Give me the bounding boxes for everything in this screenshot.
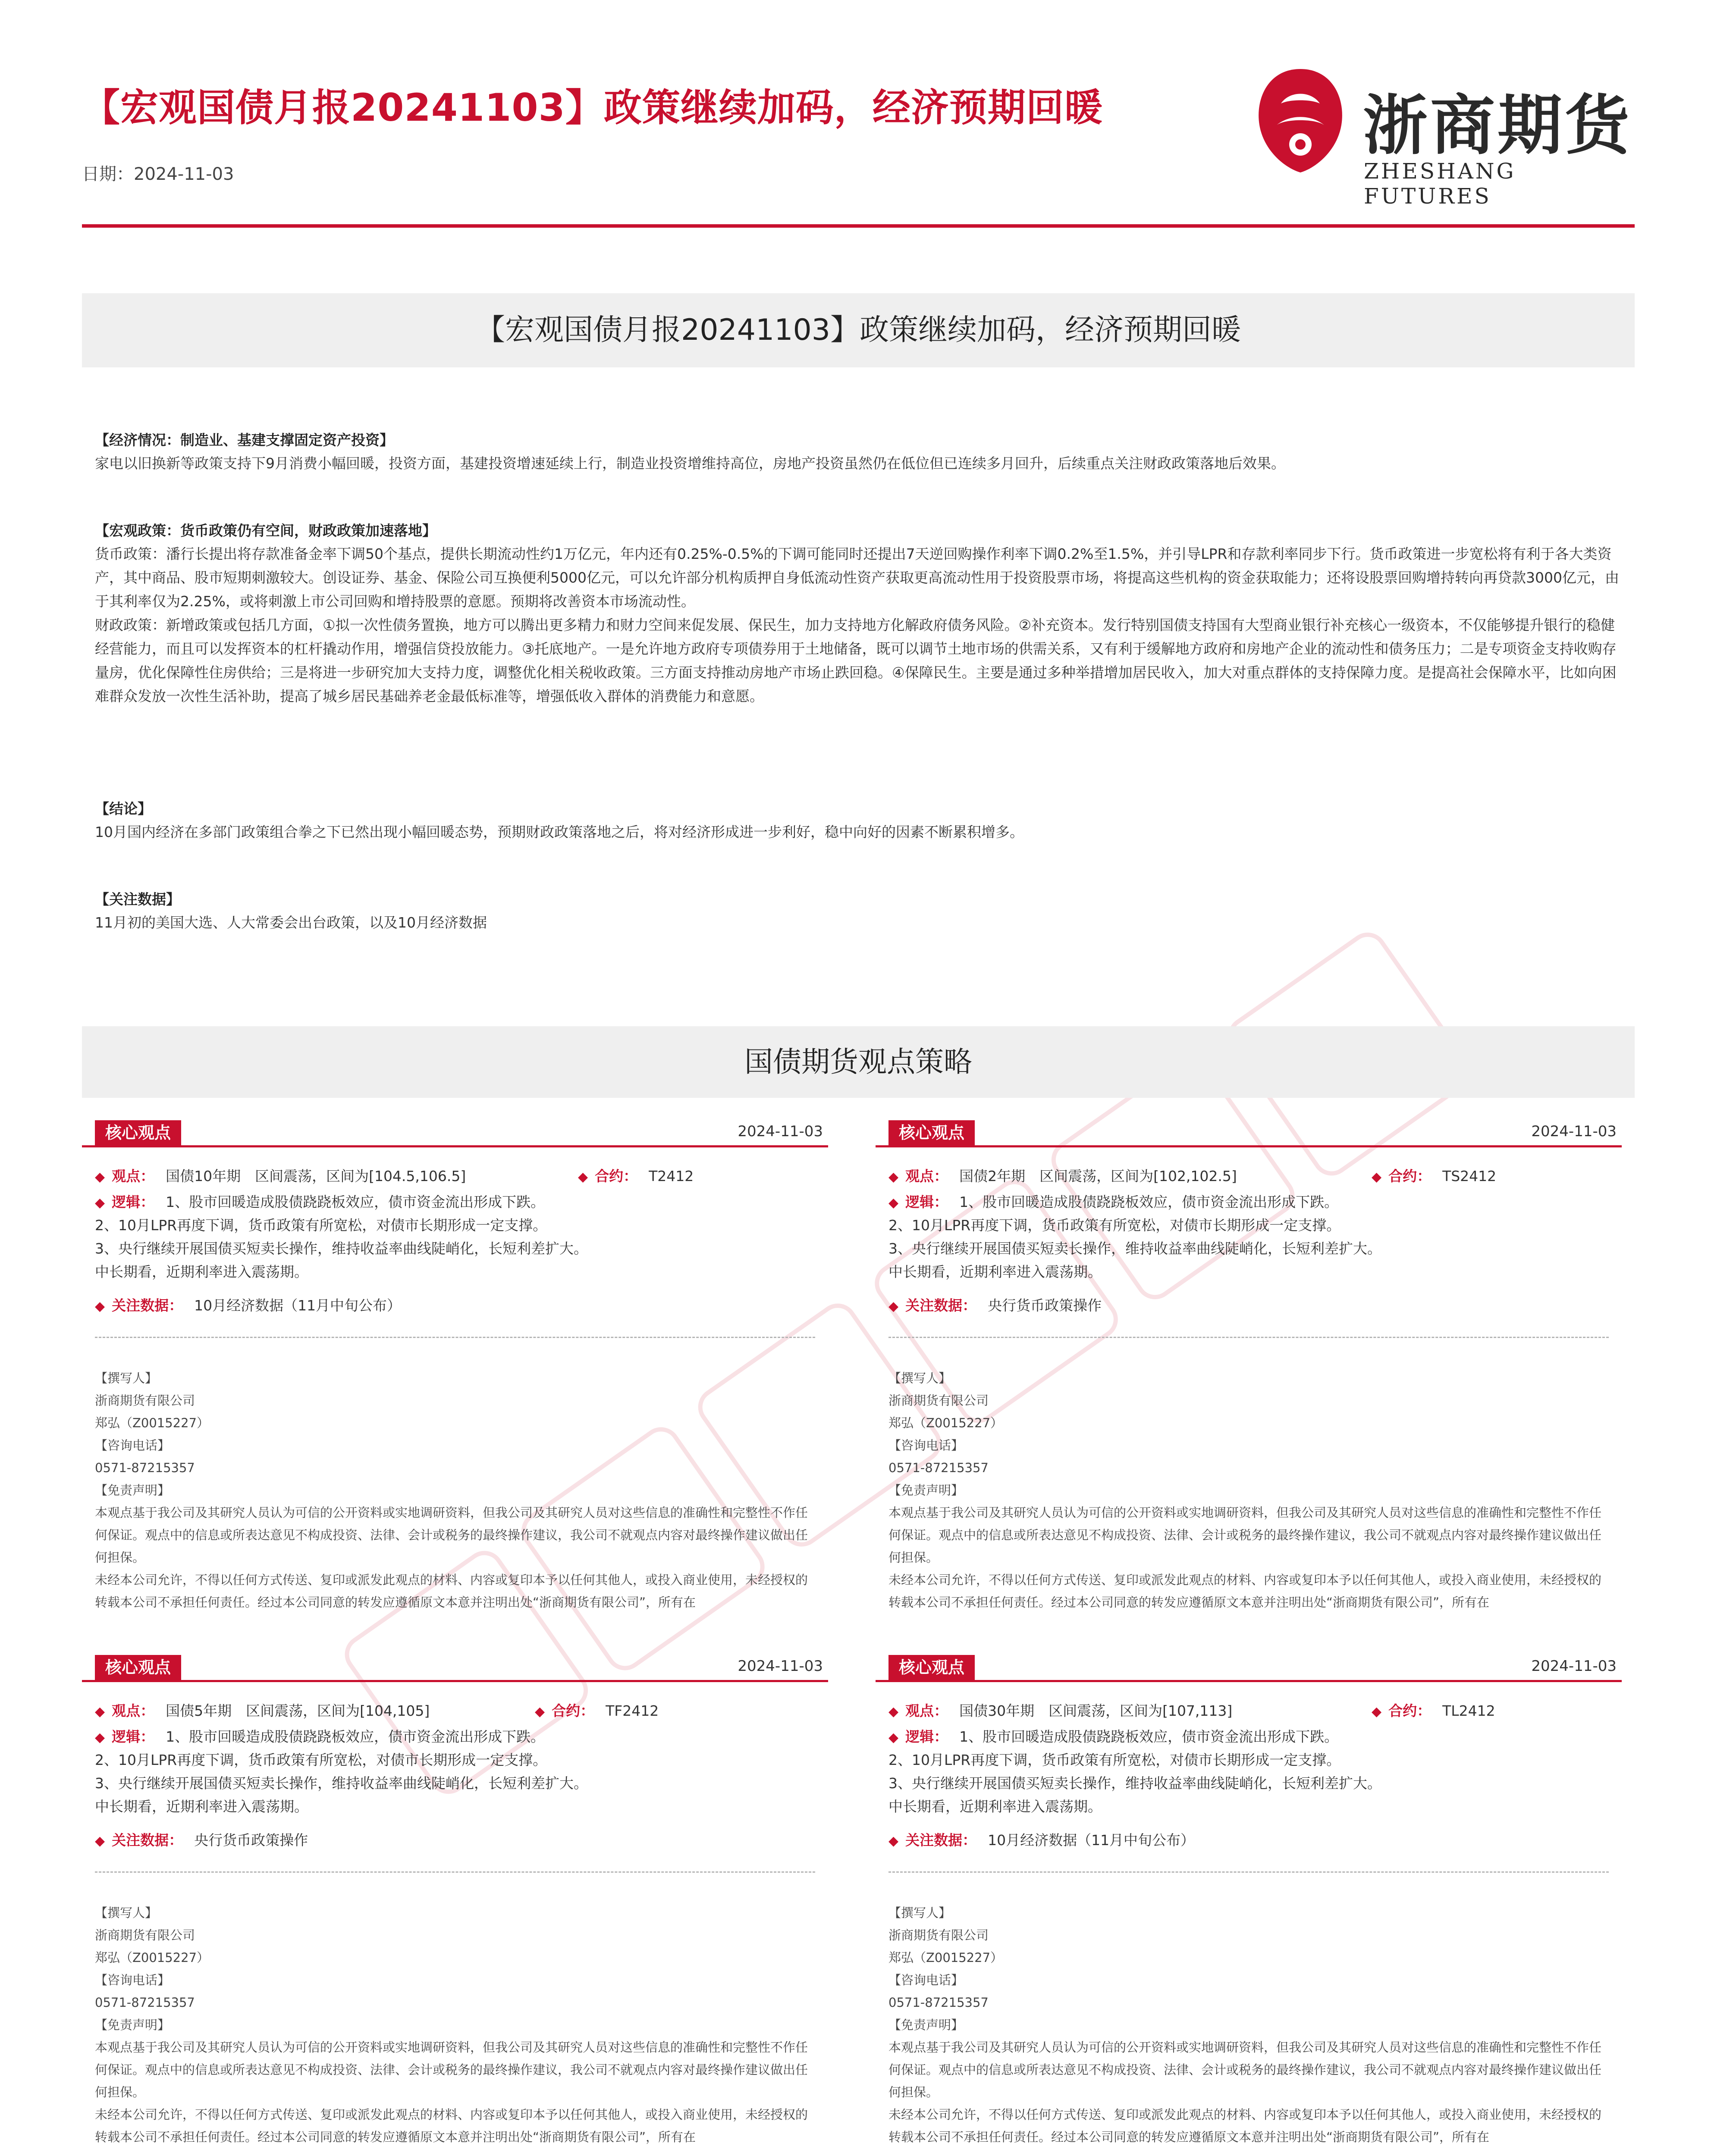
phone-heading: 【咨询电话】 — [95, 1973, 170, 1987]
author-name: 郑弘（Z0015227） — [888, 1950, 1003, 1965]
view-row — [888, 1165, 1237, 1185]
logic-line-3: 3、央行继续开展国债买短卖长操作，维持收益率曲线陡峭化，长短利差扩大。 — [95, 1240, 588, 1257]
company-logo — [1251, 65, 1639, 207]
card-divider — [888, 1871, 1609, 1873]
logic-line-4: 中长期看，近期利率进入震荡期。 — [888, 1798, 1102, 1815]
report-title: 【宏观国债月报20241103】政策继续加码，经济预期回暖 — [82, 85, 1103, 130]
header-divider — [82, 224, 1635, 228]
author-name: 郑弘（Z0015227） — [95, 1416, 210, 1430]
card-header — [876, 1117, 1622, 1147]
logic-label: 逻辑： — [905, 1194, 948, 1210]
diamond-icon: ◆ — [888, 1730, 899, 1745]
monetary-policy-text: 货币政策：潘行长提出将存款准备金率下调50个基点，提供长期流动性约1万亿元，年内还有0.25%-0.5%的下调可能同时还提出7天逆回购操作利率下调0.2%至1.5%，并引导LPR和存款利率同步下行。货币政策进一步宽松将有利于各大类资产，其中商品、股市短期刺激较大。创设证券、基金、保险公司互换便利5000亿元，可以允许部分机构质押自身低流动性资产获取更高流动性用于投资股票市场，将提高这些机构的资金获取能力；还将设股票回购增持转向再贷款3000亿元，由于其利率仅为2.25%，或将刺激上市公司回购和增持股票的意愿。预期将改善资本市场流动性。 — [95, 545, 1619, 610]
strategy-banner — [82, 1026, 1635, 1098]
phone-number: 0571-87215357 — [95, 1995, 195, 2010]
phone-number: 0571-87215357 — [888, 1460, 989, 1475]
view-label: 观点： — [112, 1702, 155, 1719]
section-policy — [95, 520, 1622, 708]
diamond-icon: ◆ — [888, 1169, 899, 1185]
logo-name-cn: 浙商期货 — [1363, 88, 1633, 163]
diamond-icon: ◆ — [95, 1730, 105, 1745]
card-header — [876, 1651, 1622, 1682]
diamond-icon: ◆ — [1372, 1169, 1382, 1185]
section-heading: 【经济情况：制造业、基建支撑固定资产投资】 — [95, 432, 394, 448]
focus-label: 关注数据： — [112, 1832, 183, 1849]
card-disclaimer — [95, 1367, 815, 1614]
section-heading: 【关注数据】 — [95, 891, 180, 908]
author-name: 郑弘（Z0015227） — [888, 1416, 1003, 1430]
disclaimer-text-2: 未经本公司允许，不得以任何方式传送、复印或派发此观点的材料、内容或复印本予以任何其他人，或投入商业使用，未经授权的转载本公司不承担任何责任。经过本公司同意的转发应遵循原文本意并注明出处“浙商期货有限公司”，所有在 — [888, 1573, 1602, 1610]
phone-heading: 【咨询电话】 — [888, 1438, 964, 1453]
author-heading: 【撰写人】 — [95, 1905, 158, 1920]
diamond-icon: ◆ — [95, 1169, 105, 1185]
logic-line-1: 1、股市回暖造成股债跷跷板效应，债市资金流出形成下跌。 — [959, 1728, 1339, 1745]
section-economy — [95, 429, 1622, 475]
company-name: 浙商期货有限公司 — [888, 1928, 989, 1943]
logic-line-4: 中长期看，近期利率进入震荡期。 — [888, 1263, 1102, 1280]
disclaimer-text-1: 本观点基于我公司及其研究人员认为可信的公开资料或实地调研资料，但我公司及其研究人员对这些信息的准确性和完整性不作任何保证。观点中的信息或所表达意见不构成投资、法律、会计或税务的最终操作建议，我公司不就观点内容对最终操作建议做出任何担保。 — [95, 2040, 808, 2100]
diamond-icon: ◆ — [95, 1299, 105, 1314]
phone-heading: 【咨询电话】 — [888, 1973, 964, 1987]
contract-value: TS2412 — [1442, 1168, 1497, 1185]
diamond-icon: ◆ — [95, 1195, 105, 1210]
view-row — [888, 1700, 1232, 1720]
card-divider — [888, 1337, 1609, 1338]
core-view-tag: 核心观点 — [95, 1120, 181, 1145]
disclaimer-heading: 【免责声明】 — [888, 2018, 964, 2032]
report-date: 日期：2024-11-03 — [82, 164, 234, 184]
view-value: 国债2年期 区间震荡，区间为[102,102.5] — [959, 1168, 1237, 1185]
card-disclaimer — [888, 1367, 1609, 1614]
disclaimer-text-2: 未经本公司允许，不得以任何方式传送、复印或派发此观点的材料、内容或复印本予以任何其他人，或投入商业使用，未经授权的转载本公司不承担任何责任。经过本公司同意的转发应遵循原文本意并注明出处“浙商期货有限公司”，所有在 — [888, 2107, 1602, 2144]
author-heading: 【撰写人】 — [888, 1905, 951, 1920]
diamond-icon: ◆ — [888, 1299, 899, 1314]
logic-row — [95, 1726, 545, 1746]
logic-row — [888, 1726, 1338, 1746]
disclaimer-text-1: 本观点基于我公司及其研究人员认为可信的公开资料或实地调研资料，但我公司及其研究人员对这些信息的准确性和完整性不作任何保证。观点中的信息或所表达意见不构成投资、法律、会计或税务的最终操作建议，我公司不就观点内容对最终操作建议做出任何担保。 — [95, 1505, 808, 1565]
contract-value: TL2412 — [1442, 1702, 1495, 1719]
focus-value: 央行货币政策操作 — [988, 1297, 1102, 1314]
logic-line-4: 中长期看，近期利率进入震荡期。 — [95, 1798, 308, 1815]
logo-name-en: ZHESHANG FUTURES — [1364, 159, 1516, 209]
contract-label: 合约： — [595, 1168, 638, 1185]
company-name: 浙商期货有限公司 — [95, 1928, 195, 1943]
disclaimer-heading: 【免责声明】 — [95, 1483, 170, 1498]
diamond-icon: ◆ — [1372, 1704, 1382, 1719]
card-date: 2024-11-03 — [1531, 1123, 1617, 1140]
contract-label: 合约： — [552, 1702, 595, 1719]
disclaimer-heading: 【免责声明】 — [888, 1483, 964, 1498]
disclaimer-text-2: 未经本公司允许，不得以任何方式传送、复印或派发此观点的材料、内容或复印本予以任何其他人，或投入商业使用，未经授权的转载本公司不承担任何责任。经过本公司同意的转发应遵循原文本意并注明出处“浙商期货有限公司”，所有在 — [95, 2107, 808, 2144]
banner-title: 【宏观国债月报20241103】政策继续加码，经济预期回暖 — [475, 313, 1241, 347]
section-text: 11月初的美国大选、人大常委会出台政策，以及10月经济数据 — [95, 914, 487, 931]
contract-value: TF2412 — [606, 1702, 659, 1719]
strategy-card — [82, 1651, 828, 2156]
focus-row — [95, 1294, 401, 1315]
fiscal-policy-text: 财政政策：新增政策或包括几方面，①拟一次性债务置换，地方可以腾出更多精力和财力空间来促发展、保民生，加力支持地方化解政府债务风险。②补充资本。发行特别国债支持国有大型商业银行补充核心一级资本，不仅能够提升银行的稳健经营能力，而且可以发挥资本的杠杆撬动作用，增强信贷投放能力。③托底地产。一是允许地方政府专项债券用于土地储备，既可以调节土地市场的供需关系，又有利于缓解地方政府和房地产企业的流动性和债务压力；二是专项资金支持收购存量房，优化保障性住房供给；三是将进一步研究加大支持力度，调整优化相关税收政策。三方面支持推动房地产市场止跌回稳。④保障民生。主要是通过多种举措增加居民收入，加大对重点群体的支持保障力度。是提高社会保障水平，比如向困难群众发放一次性生活补助，提高了城乡居民基础养老金最低标准等，增强低收入群体的消费能力和意愿。 — [95, 617, 1617, 705]
logic-line-2: 2、10月LPR再度下调，货币政策有所宽松，对债市长期形成一定支撑。 — [95, 1217, 547, 1234]
focus-row — [95, 1829, 308, 1849]
core-view-tag: 核心观点 — [95, 1655, 181, 1680]
disclaimer-text-2: 未经本公司允许，不得以任何方式传送、复印或派发此观点的材料、内容或复印本予以任何其他人，或投入商业使用，未经授权的转载本公司不承担任何责任。经过本公司同意的转发应遵循原文本意并注明出处“浙商期货有限公司”，所有在 — [95, 1573, 808, 1610]
contract-row — [535, 1700, 659, 1720]
author-name: 郑弘（Z0015227） — [95, 1950, 210, 1965]
view-row — [95, 1700, 430, 1720]
focus-value: 10月经济数据（11月中旬公布） — [988, 1832, 1195, 1849]
view-row — [95, 1165, 466, 1185]
logic-line-1: 1、股市回暖造成股债跷跷板效应，债市资金流出形成下跌。 — [959, 1194, 1339, 1210]
diamond-icon: ◆ — [95, 1833, 105, 1849]
card-date: 2024-11-03 — [738, 1123, 823, 1140]
phone-heading: 【咨询电话】 — [95, 1438, 170, 1453]
logic-line-3: 3、央行继续开展国债买短卖长操作，维持收益率曲线陡峭化，长短利差扩大。 — [888, 1775, 1381, 1792]
disclaimer-text-1: 本观点基于我公司及其研究人员认为可信的公开资料或实地调研资料，但我公司及其研究人员对这些信息的准确性和完整性不作任何保证。观点中的信息或所表达意见不构成投资、法律、会计或税务的最终操作建议，我公司不就观点内容对最终操作建议做出任何担保。 — [888, 2040, 1602, 2100]
logic-row — [888, 1191, 1338, 1211]
core-view-tag: 核心观点 — [888, 1120, 975, 1145]
view-value: 国债5年期 区间震荡，区间为[104,105] — [166, 1702, 430, 1719]
focus-value: 央行货币政策操作 — [194, 1832, 308, 1849]
diamond-icon: ◆ — [888, 1704, 899, 1719]
report-banner — [82, 293, 1635, 367]
disclaimer-text-1: 本观点基于我公司及其研究人员认为可信的公开资料或实地调研资料，但我公司及其研究人员对这些信息的准确性和完整性不作任何保证。观点中的信息或所表达意见不构成投资、法律、会计或税务的最终操作建议，我公司不就观点内容对最终操作建议做出任何担保。 — [888, 1505, 1602, 1565]
focus-label: 关注数据： — [905, 1297, 977, 1314]
focus-value: 10月经济数据（11月中旬公布） — [194, 1297, 402, 1314]
view-value: 国债30年期 区间震荡，区间为[107,113] — [959, 1702, 1233, 1719]
strategy-card — [876, 1117, 1622, 1626]
diamond-icon: ◆ — [888, 1195, 899, 1210]
logo-mark-icon — [1251, 65, 1350, 177]
view-label: 观点： — [905, 1168, 948, 1185]
card-date: 2024-11-03 — [738, 1658, 823, 1675]
contract-row — [578, 1165, 694, 1185]
card-date: 2024-11-03 — [1531, 1658, 1617, 1675]
logic-row — [95, 1191, 545, 1211]
phone-number: 0571-87215357 — [888, 1995, 989, 2010]
disclaimer-heading: 【免责声明】 — [95, 2018, 170, 2032]
contract-row — [1372, 1700, 1495, 1720]
focus-row — [888, 1829, 1195, 1849]
contract-value: T2412 — [649, 1168, 694, 1185]
section-watch-data — [95, 888, 1622, 934]
section-conclusion — [95, 798, 1622, 844]
strategy-title: 国债期货观点策略 — [744, 1045, 972, 1078]
logic-line-1: 1、股市回暖造成股债跷跷板效应，债市资金流出形成下跌。 — [166, 1728, 545, 1745]
view-label: 观点： — [112, 1168, 155, 1185]
focus-label: 关注数据： — [112, 1297, 183, 1314]
card-disclaimer — [95, 1902, 815, 2148]
logic-line-4: 中长期看，近期利率进入震荡期。 — [95, 1263, 308, 1280]
card-divider — [95, 1871, 815, 1873]
section-text: 10月国内经济在多部门政策组合拳之下已然出现小幅回暖态势，预期财政政策落地之后，将对经济形成进一步利好，稳中向好的因素不断累积增多。 — [95, 824, 1024, 840]
author-heading: 【撰写人】 — [888, 1371, 951, 1385]
diamond-icon: ◆ — [95, 1704, 105, 1719]
view-value: 国债10年期 区间震荡，区间为[104.5,106.5] — [166, 1168, 466, 1185]
focus-label: 关注数据： — [905, 1832, 977, 1849]
contract-label: 合约： — [1388, 1168, 1432, 1185]
diamond-icon: ◆ — [578, 1169, 588, 1185]
card-divider — [95, 1337, 815, 1338]
logic-line-2: 2、10月LPR再度下调，货币政策有所宽松，对债市长期形成一定支撑。 — [888, 1752, 1341, 1768]
phone-number: 0571-87215357 — [95, 1460, 195, 1475]
logic-label: 逻辑： — [905, 1728, 948, 1745]
company-name: 浙商期货有限公司 — [888, 1393, 989, 1408]
logic-line-2: 2、10月LPR再度下调，货币政策有所宽松，对债市长期形成一定支撑。 — [95, 1752, 547, 1768]
strategy-card — [876, 1651, 1622, 2156]
contract-label: 合约： — [1388, 1702, 1432, 1719]
card-disclaimer — [888, 1902, 1609, 2148]
view-label: 观点： — [905, 1702, 948, 1719]
card-header — [82, 1651, 828, 1682]
contract-row — [1372, 1165, 1496, 1185]
core-view-tag: 核心观点 — [888, 1655, 975, 1680]
section-text: 家电以旧换新等政策支持下9月消费小幅回暖，投资方面，基建投资增速延续上行，制造业投资增维持高位，房地产投资虽然仍在低位但已连续多月回升，后续重点关注财政政策落地后效果。 — [95, 455, 1285, 472]
section-heading: 【宏观政策：货币政策仍有空间，财政政策加速落地】 — [95, 522, 436, 539]
diamond-icon: ◆ — [535, 1704, 545, 1719]
logic-line-3: 3、央行继续开展国债买短卖长操作，维持收益率曲线陡峭化，长短利差扩大。 — [888, 1240, 1381, 1257]
strategy-card — [82, 1117, 828, 1626]
card-header — [82, 1117, 828, 1147]
diamond-icon: ◆ — [888, 1833, 899, 1849]
company-name: 浙商期货有限公司 — [95, 1393, 195, 1408]
logic-line-2: 2、10月LPR再度下调，货币政策有所宽松，对债市长期形成一定支撑。 — [888, 1217, 1341, 1234]
author-heading: 【撰写人】 — [95, 1371, 158, 1385]
section-heading: 【结论】 — [95, 800, 152, 817]
focus-row — [888, 1294, 1102, 1315]
logic-label: 逻辑： — [112, 1728, 155, 1745]
logic-label: 逻辑： — [112, 1194, 155, 1210]
logic-line-3: 3、央行继续开展国债买短卖长操作，维持收益率曲线陡峭化，长短利差扩大。 — [95, 1775, 588, 1792]
logic-line-1: 1、股市回暖造成股债跷跷板效应，债市资金流出形成下跌。 — [166, 1194, 545, 1210]
